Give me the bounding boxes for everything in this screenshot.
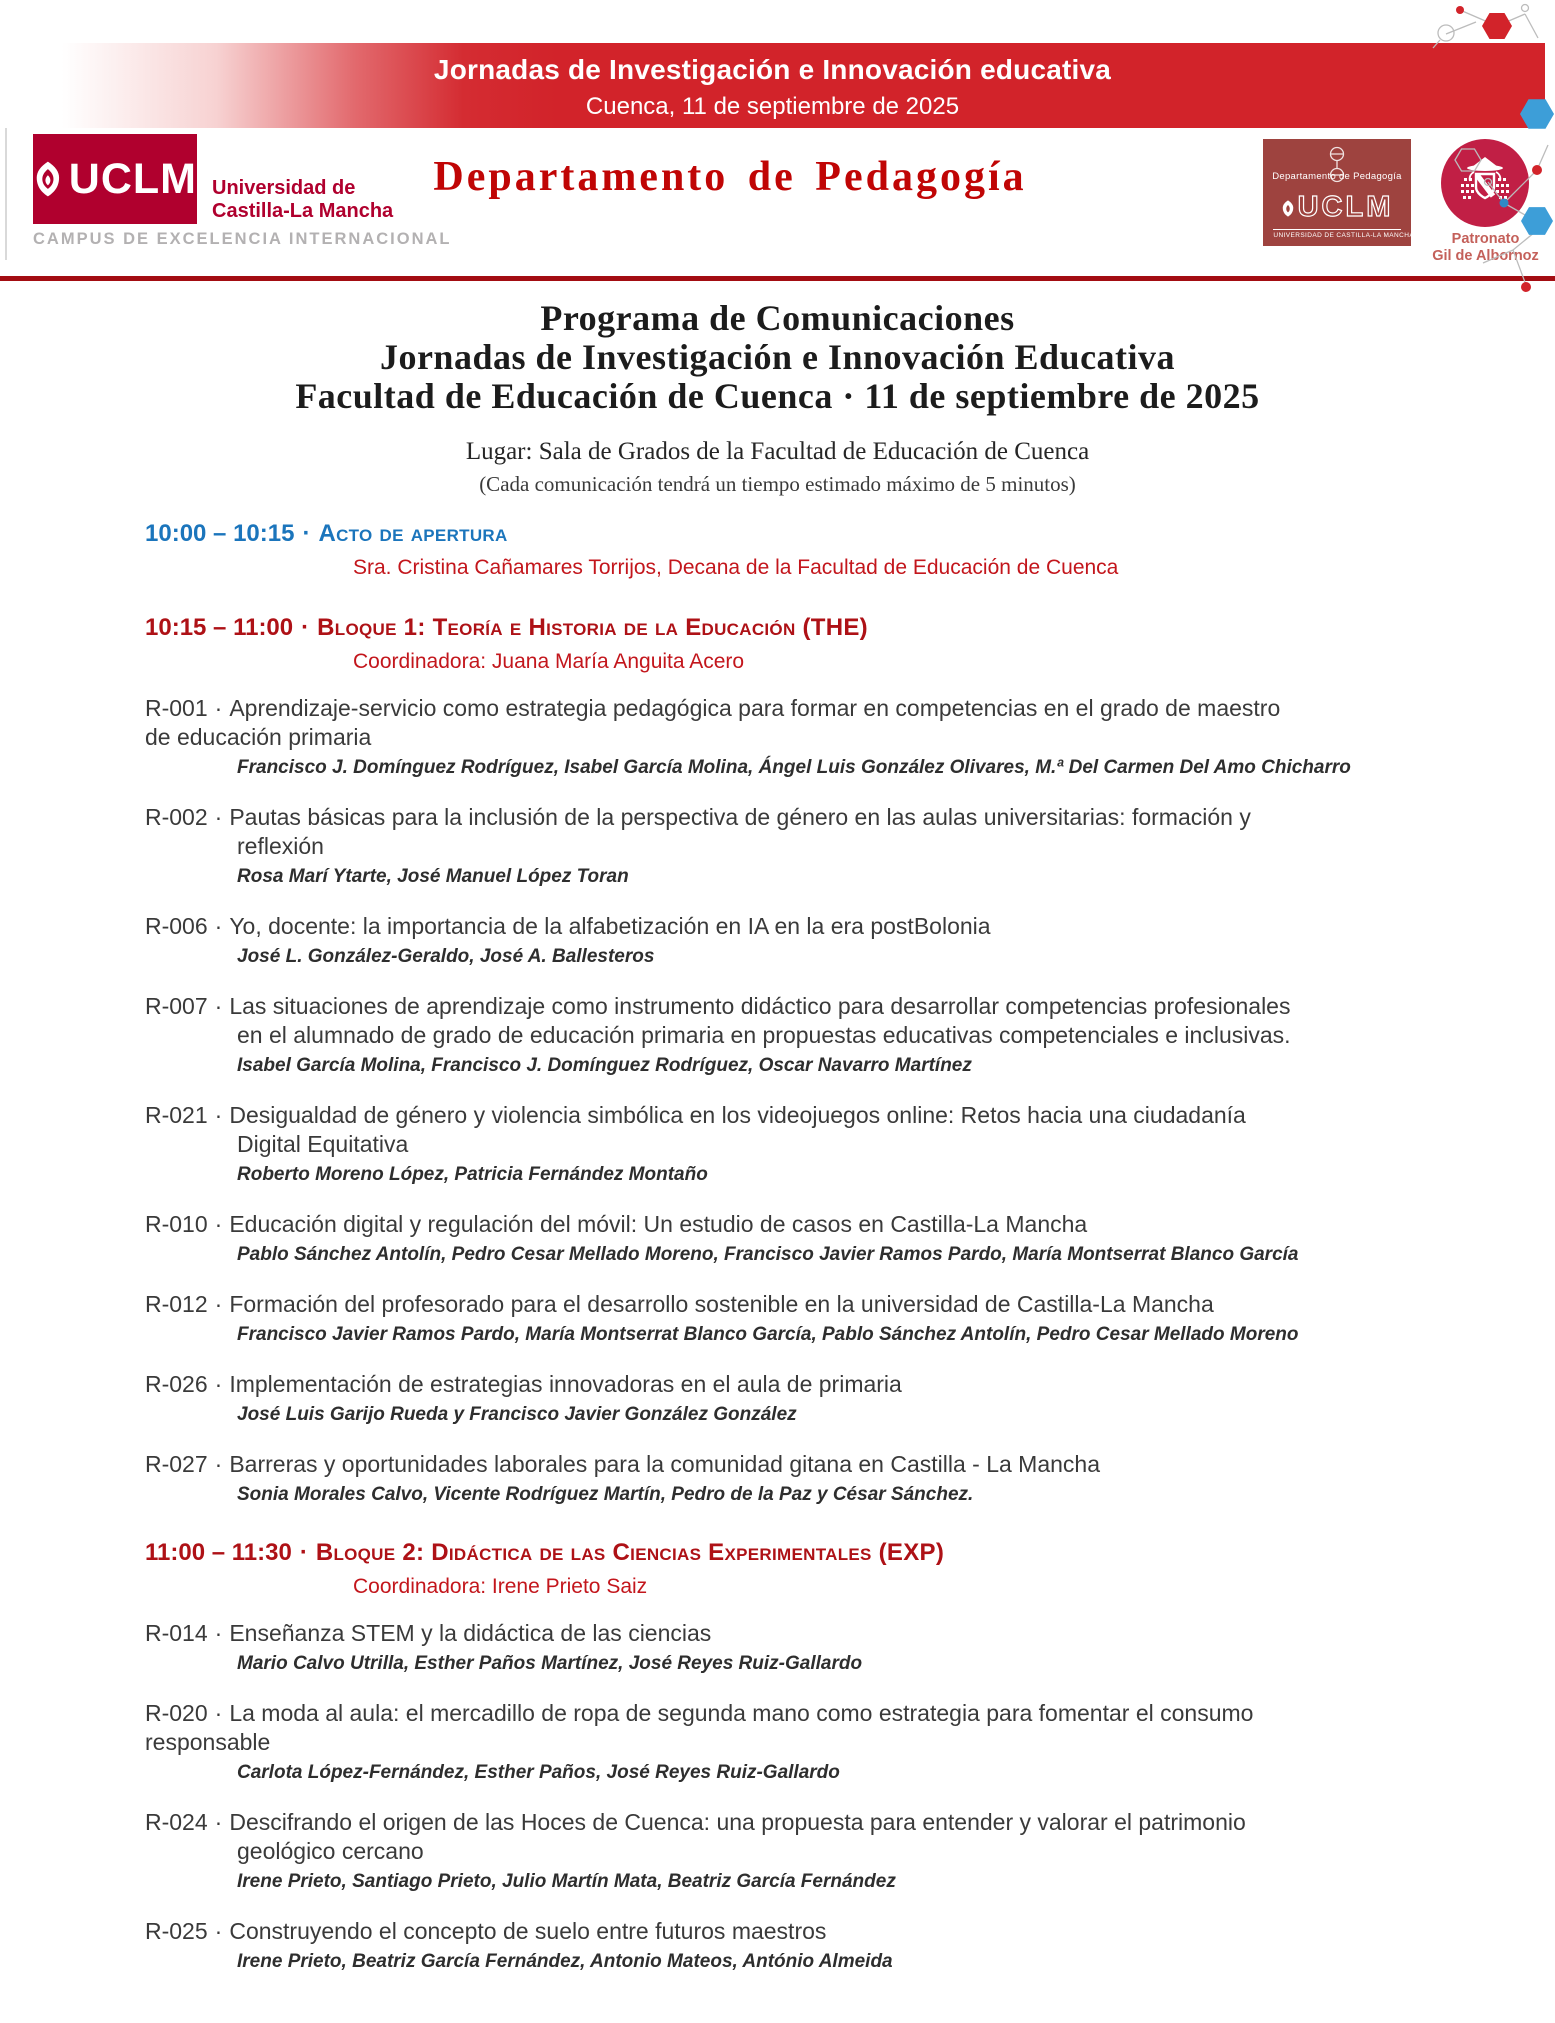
dept-logo-label: Departamento de Pedagogía [1272, 171, 1402, 182]
item-title-line [145, 1450, 1465, 1479]
item-title: Construyendo el concepto de suelo entre futuros maestros [229, 1918, 827, 1944]
program-title-line1: Programa de Comunicaciones [540, 298, 1015, 338]
section-subline: Sra. Cristina Cañamares Torrijos, Decana de la Facultad de Educación de Cuenca [353, 556, 1119, 579]
item-title-continuation: reflexión [237, 833, 324, 859]
communication-item [145, 1699, 1465, 1786]
uclm-name-line1: Universidad de [212, 177, 356, 199]
item-separator: · [214, 1620, 223, 1646]
uclm-name-line2: Castilla-La Mancha [212, 200, 394, 222]
item-code: R-027 [145, 1451, 208, 1477]
item-title-line [145, 1808, 1465, 1837]
program-header [0, 299, 1555, 497]
item-authors: Carlota López-Fernández, Esther Paños, José Reyes Ruiz-Gallardo [237, 1762, 840, 1783]
item-title-continuation: de educación primaria [145, 724, 372, 750]
item-code: R-002 [145, 804, 208, 830]
communication-item [145, 912, 1465, 970]
item-authors: Isabel García Molina, Francisco J. Domínguez Rodríguez, Oscar Navarro Martínez [237, 1055, 972, 1076]
item-authors: Rosa Marí Ytarte, José Manuel López Toran [237, 866, 629, 887]
schedule-section [145, 1536, 1465, 1975]
item-code: R-014 [145, 1620, 208, 1646]
communication-item [145, 1210, 1465, 1268]
uclm-acronym: UCLM [68, 154, 197, 203]
section-items [145, 694, 1465, 1508]
venue-line: Lugar: Sala de Grados de la Facultad de Educación de Cuenca [465, 438, 1090, 465]
duration-note: (Cada comunicación tendrá un tiempo estimado máximo de 5 minutos) [479, 472, 1076, 496]
top-banner [0, 43, 1545, 128]
item-code: R-020 [145, 1700, 208, 1726]
network-decoration-graphic [1380, 0, 1555, 300]
section-time: 10:00 – 10:15 [145, 520, 295, 547]
item-title-line [145, 912, 1465, 941]
dept-logo-acronym: UCLM [1297, 191, 1394, 223]
item-title: Aprendizaje-servicio como estrategia pedagógica para formar en competencias en el grado de maestro [229, 695, 1281, 721]
banner-subtitle: Cuenca, 11 de septiembre de 2025 [585, 93, 960, 120]
item-code: R-025 [145, 1918, 208, 1944]
item-title-line [145, 1101, 1465, 1130]
item-title-line [145, 694, 1465, 723]
item-title-line [145, 803, 1465, 832]
item-separator: · [214, 993, 223, 1019]
item-separator: · [214, 1371, 223, 1397]
item-code: R-012 [145, 1291, 208, 1317]
banner-title: Jornadas de Investigación e Innovación educativa [433, 54, 1112, 85]
patronato-label-line1: Patronato [1451, 231, 1520, 247]
item-authors: Irene Prieto, Beatriz García Fernández, Antonio Mateos, António Almeida [237, 1951, 893, 1972]
item-authors: Mario Calvo Utrilla, Esther Paños Martínez, José Reyes Ruiz-Gallardo [237, 1653, 863, 1674]
item-separator: · [214, 1102, 223, 1128]
item-authors: José L. González-Geraldo, José A. Ballesteros [237, 946, 655, 967]
item-separator: · [214, 1918, 223, 1944]
communication-item [145, 1101, 1465, 1188]
section-items [145, 1619, 1465, 1975]
communication-item [145, 694, 1465, 781]
item-separator: · [214, 1451, 223, 1477]
item-title: Educación digital y regulación del móvil: Un estudio de casos en Castilla-La Mancha [229, 1211, 1088, 1237]
item-code: R-006 [145, 913, 208, 939]
item-code: R-010 [145, 1211, 208, 1237]
schedule-section [145, 517, 1465, 583]
section-title: Bloque 1: Teoría e Historia de la Educación (THE) [317, 614, 868, 641]
item-title-line [145, 1619, 1465, 1648]
item-authors: Pablo Sánchez Antolín, Pedro Cesar Mellado Moreno, Francisco Javier Ramos Pardo, María Montserrat Blanco García [237, 1244, 1299, 1265]
item-title-line [145, 1210, 1465, 1239]
communication-item [145, 1290, 1465, 1348]
item-title: Descifrando el origen de las Hoces de Cuenca: una propuesta para entender y valorar el patrimonio [229, 1809, 1246, 1835]
section-heading [145, 611, 1465, 645]
header-separator-rule [0, 276, 1555, 281]
item-separator: · [214, 1291, 223, 1317]
item-title: Pautas básicas para la inclusión de la perspectiva de género en las aulas universitarias: formación y [229, 804, 1251, 830]
communication-item [145, 1619, 1465, 1677]
item-code: R-024 [145, 1809, 208, 1835]
item-code: R-007 [145, 993, 208, 1019]
item-title: Enseñanza STEM y la didáctica de las ciencias [229, 1620, 712, 1646]
item-authors: José Luis Garijo Rueda y Francisco Javier González González [237, 1404, 797, 1425]
section-title: Acto de apertura [318, 520, 508, 547]
section-separator: · [302, 520, 311, 547]
item-title-continuation: geológico cercano [237, 1838, 424, 1864]
item-separator: · [214, 695, 223, 721]
communication-item [145, 1808, 1465, 1895]
section-title: Bloque 2: Didáctica de las Ciencias Experimentales (EXP) [315, 1539, 945, 1566]
section-subline: Coordinadora: Juana María Anguita Acero [353, 650, 745, 673]
item-separator: · [214, 913, 223, 939]
campus-excellence-label: CAMPUS DE EXCELENCIA INTERNACIONAL [33, 230, 452, 248]
item-authors: Francisco Javier Ramos Pardo, María Montserrat Blanco García, Pablo Sánchez Antolín, Pedro Cesar Mellado Moreno [237, 1324, 1299, 1345]
item-separator: · [214, 1211, 223, 1237]
communication-item [145, 1370, 1465, 1428]
section-separator: · [301, 614, 310, 641]
communication-item [145, 803, 1465, 890]
item-title-line [145, 1290, 1465, 1319]
item-code: R-021 [145, 1102, 208, 1128]
item-code: R-001 [145, 695, 208, 721]
communication-item [145, 1917, 1465, 1975]
communication-item [145, 992, 1465, 1079]
dept-shield-icon [1281, 199, 1295, 218]
item-title-line [145, 1370, 1465, 1399]
item-title-continuation: en el alumnado de grado de educación primaria en propuestas educativas competenciales e inclusivas. [237, 1022, 1291, 1048]
department-title: Departamento de Pedagogía [433, 154, 1027, 200]
section-time: 11:00 – 11:30 [145, 1539, 292, 1566]
item-title: La moda al aula: el mercadillo de ropa de segunda mano como estrategia para fomentar el consumo [229, 1700, 1254, 1726]
item-title-continuation: Digital Equitativa [237, 1131, 409, 1157]
item-title-line [145, 1917, 1465, 1946]
item-separator: · [214, 1700, 223, 1726]
schedule-section [145, 611, 1465, 1508]
program-title-line2: Jornadas de Investigación e Innovación Educativa [379, 337, 1176, 377]
item-authors: Roberto Moreno López, Patricia Fernández Montaño [237, 1164, 708, 1185]
item-authors: Sonia Morales Calvo, Vicente Rodríguez Martín, Pedro de la Paz y César Sánchez. [237, 1484, 974, 1505]
section-subline: Coordinadora: Irene Prieto Saiz [353, 1575, 648, 1598]
section-separator: · [299, 1539, 308, 1566]
item-separator: · [214, 1809, 223, 1835]
program-title-line3: Facultad de Educación de Cuenca · 11 de septiembre de 2025 [295, 376, 1260, 416]
item-title: Yo, docente: la importancia de la alfabetización en IA en la era postBolonia [229, 913, 991, 939]
section-heading [145, 1536, 1465, 1570]
uclm-shield-icon [33, 159, 63, 199]
patronato-label-line2: Gil de Albornoz [1432, 248, 1539, 264]
item-authors: Irene Prieto, Santiago Prieto, Julio Martín Mata, Beatriz García Fernández [237, 1871, 896, 1892]
item-title: Formación del profesorado para el desarrollo sostenible en la universidad de Castilla-La Mancha [229, 1291, 1214, 1317]
item-title-line [145, 992, 1465, 1021]
item-title-continuation: responsable [145, 1729, 271, 1755]
main-content [0, 299, 1555, 1997]
item-authors: Francisco J. Domínguez Rodríguez, Isabel García Molina, Ángel Luis González Olivares, M.ª Del Carmen Del Amo Chicharro [237, 757, 1351, 778]
item-title: Implementación de estrategias innovadoras en el aula de primaria [229, 1371, 902, 1397]
schedule [145, 517, 1465, 1975]
communication-item [145, 1450, 1465, 1508]
item-title: Barreras y oportunidades laborales para la comunidad gitana en Castilla - La Mancha [229, 1451, 1101, 1477]
item-title: Las situaciones de aprendizaje como instrumento didáctico para desarrollar competencias profesionales [229, 993, 1291, 1019]
item-separator: · [214, 804, 223, 830]
item-code: R-026 [145, 1371, 208, 1397]
item-title-line [145, 1699, 1465, 1728]
uclm-logo [33, 134, 197, 224]
section-time: 10:15 – 11:00 [145, 614, 294, 641]
dept-logo-subtext: UNIVERSIDAD DE CASTILLA-LA MANCHA [1273, 229, 1400, 239]
item-title: Desigualdad de género y violencia simbólica en los videojuegos online: Retos hacia una ciudadanía [229, 1102, 1246, 1128]
section-heading [145, 517, 1465, 551]
